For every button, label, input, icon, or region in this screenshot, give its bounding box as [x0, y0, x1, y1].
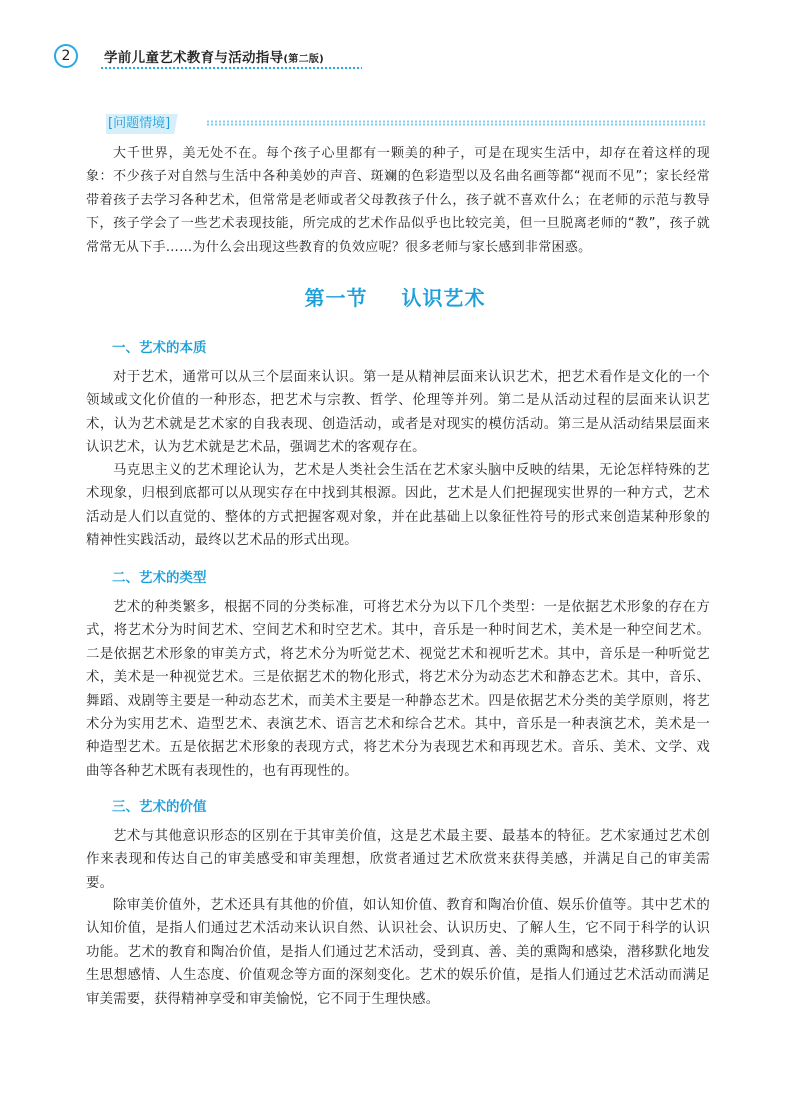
situation-paragraph: 大千世界，美无处不在。每个孩子心里都有一颗美的种子，可是在现实生活中，却存在着这样的现象：不少孩子对自然与生活中各种美妙的声音、斑斓的色彩造型以及名曲名画等都“视而不见”；家长经常带着孩子去学习各种艺术，但常常是老师或者父母教孩子什么，孩子就不喜欢什么；在老师的示范与教导下，孩子学会了一些艺术表现技能，所完成的艺术作品似乎也比较完美，但一旦脱离老师的“教”，孩子就常常无从下手……为什么会出现这些教育的负效应呢？很多老师与家长感到非常困惑。 [86, 146, 710, 255]
section-number: 第一节 [304, 286, 368, 310]
value-paragraph-2: 除审美价值外，艺术还具有其他的价值，如认知价值、教育和陶冶价值、娱乐价值等。其中艺术的认知价值，是指人们通过艺术活动来认识自然、认识社会、认识历史、了解人生，它不同于科学的认识功能。艺术的教育和陶冶价值，是指人们通过艺术活动，受到真、善、美的熏陶和感染，潜移默化地发生思想感情、人生态度、价值观念等方面的深刻变化。艺术的娱乐价值，是指人们通过艺术活动而满足审美需要，获得精神享受和审美愉悦，它不同于生理快感。 [86, 898, 710, 1007]
book-title [104, 46, 324, 66]
value-paragraph-1: 艺术与其他意识形态的区别在于其审美价值，这是艺术最主要、最基本的特征。艺术家通过艺术创作来表现和传达自己的审美感受和审美理想，欣赏者通过艺术欣赏来获得美感，并满足自己的审美需要。 [86, 829, 710, 891]
types-paragraph: 艺术的种类繁多，根据不同的分类标准，可将艺术分为以下几个类型：一是依据艺术形象的存在方式，将艺术分为时间艺术、空间艺术和时空艺术。其中，音乐是一种时间艺术，美术是一种空间艺术。二是依据艺术形象的审美方式，将艺术分为听觉艺术、视觉艺术和视听艺术。其中，音乐是一种听觉艺术，美术是一种视觉艺术。三是依据艺术的物化形式，将艺术分为动态艺术和静态艺术。其中，音乐、舞蹈、戏剧等主要是一种动态艺术，而美术主要是一种静态艺术。四是依据艺术分类的美学原则，将艺术分为实用艺术、造型艺术、表演艺术、语言艺术和综合艺术。其中，音乐是一种表演艺术，美术是一种造型艺术。五是依据艺术形象的表现方式，将艺术分为表现艺术和再现艺术。音乐、美术、文学、戏曲等各种艺术既有表现性的，也有再现性的。 [86, 600, 710, 779]
section-name: 认识艺术 [401, 286, 486, 310]
problem-situation-banner [106, 114, 710, 134]
page-number-badge: 2 [54, 44, 78, 68]
nature-paragraph-2: 马克思主义的艺术理论认为，艺术是人类社会生活在艺术家头脑中反映的结果，无论怎样特殊的艺术现象，归根到底都可以从现实存在中找到其根源。因此，艺术是人们把握现实世界的一种方式，艺术活动是人们以直觉的、整体的方式把握客观对象，并在此基础上以象征性符号的形式来创造某种形象的精神性实践活动，最终以艺术品的形式出现。 [86, 463, 710, 549]
book-edition: (第二版) [283, 54, 325, 65]
situation-dotted-rule [206, 120, 706, 126]
nature-paragraph-1: 对于艺术，通常可以从三个层面来认识。第一是从精神层面来认识艺术，把艺术看作是文化的一个领域或文化价值的一种形态，把艺术与宗教、哲学、伦理等并列。第二是从活动过程的层面来认识艺术，认为艺术就是艺术家的自我表现、创造活动，或者是对现实的模仿活动。第三是从活动结果层面来认识艺术，认为艺术就是艺术品，强调艺术的客观存在。 [86, 370, 710, 456]
page-header [54, 44, 714, 70]
book-title-text: 学前儿童艺术教育与活动指导 [104, 50, 284, 66]
header-dotted-rule [100, 66, 362, 70]
section-title [0, 282, 790, 311]
problem-situation-label: [问题情境] [106, 114, 184, 134]
subheading-types: 二、艺术的类型 [112, 570, 207, 586]
subheading-value: 三、艺术的价值 [112, 799, 207, 815]
subheading-nature: 一、艺术的本质 [112, 340, 207, 356]
